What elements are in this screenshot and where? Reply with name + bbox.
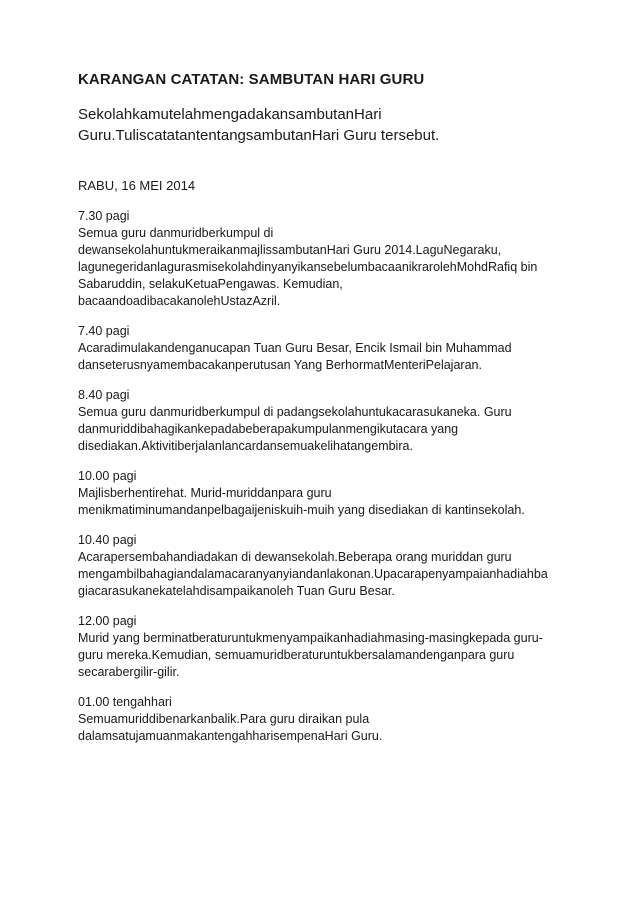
timeline-entry xyxy=(78,323,578,374)
entry-time: 10.00 pagi xyxy=(78,469,137,483)
entry-text-line: lagunegeridanlagurasmisekolahdinyanyikansebelumbacaanikrarolehMohdRafiq bin xyxy=(78,260,538,274)
entry-text-line: danseterusnyamembacakanperutusan Yang BerhormatMenteriPelajaran. xyxy=(78,358,482,372)
entry-text-line: Semua guru danmuridberkumpul di xyxy=(78,226,274,240)
entry-text-line: guru mereka.Kemudian, semuamuridberaturuntukbersalamandenganpara guru xyxy=(78,648,515,662)
timeline-entry xyxy=(78,468,578,519)
entry-text-line: Semuamuriddibenarkanbalik.Para guru diraikan pula xyxy=(78,712,370,726)
timeline-entry xyxy=(78,694,578,745)
entry-text-line: bacaandoadibacakanolehUstazAzril. xyxy=(78,294,281,308)
intro-line: SekolahkamutelahmengadakansambutanHari xyxy=(78,106,382,123)
entry-time: 7.40 pagi xyxy=(78,324,130,338)
entry-text-line: dewansekolahuntukmeraikanmajlissambutanHari Guru 2014.LaguNegaraku, xyxy=(78,243,502,257)
entry-text-line: mengambilbahagiandalamacaranyanyiandanlakonan.Upacarapenyampaianhadiahba xyxy=(78,567,548,581)
entry-text-line: Semua guru danmuridberkumpul di padangsekolahuntukacarasukaneka. Guru xyxy=(78,405,512,419)
entry-text-line: giacarasukanekatelahdisampaikanoleh Tuan Guru Besar. xyxy=(78,584,395,598)
entry-date: RABU, 16 MEI 2014 xyxy=(78,178,196,193)
entry-text-line: Acarapersembahandiadakan di dewansekolah.Beberapa orang muriddan guru xyxy=(78,550,512,564)
entry-text-line: danmuriddibahagikankepadabeberapakumpulanmengikutacara yang xyxy=(78,422,459,436)
entry-time: 01.00 tengahhari xyxy=(78,695,172,709)
entries-list xyxy=(78,208,578,745)
entry-text-line: dalamsatujamuanmakantengahharisempenaHari Guru. xyxy=(78,729,383,743)
entry-time: 12.00 pagi xyxy=(78,614,137,628)
entry-text-line: Sabaruddin, selakuKetuaPengawas. Kemudian, xyxy=(78,277,343,291)
entry-text-line: Majlisberhentirehat. Murid-muriddanpara guru xyxy=(78,486,332,500)
entry-time: 8.40 pagi xyxy=(78,388,130,402)
timeline-entry xyxy=(78,613,578,681)
intro-line: Guru.TuliscatatantentangsambutanHari Guru tersebut. xyxy=(78,127,440,144)
entry-text-line: menikmatiminumandanpelbagaijeniskuih-muih yang disediakan di kantinsekolah. xyxy=(78,503,525,517)
timeline-entry xyxy=(78,208,578,310)
entry-time: 7.30 pagi xyxy=(78,209,130,223)
entry-time: 10.40 pagi xyxy=(78,533,137,547)
entry-text-line: disediakan.Aktivitiberjalanlancardansemuakelihatangembira. xyxy=(78,439,413,453)
entry-text-line: Acaradimulakandenganucapan Tuan Guru Besar, Encik Ismail bin Muhammad xyxy=(78,341,512,355)
timeline-entry xyxy=(78,532,578,600)
entry-text-line: secarabergilir-gilir. xyxy=(78,665,180,679)
document-title: KARANGAN CATATAN: SAMBUTAN HARI GURU xyxy=(78,71,425,88)
intro-paragraph xyxy=(78,104,578,146)
entry-text-line: Murid yang berminatberaturuntukmenyampaikanhadiahmasing-masingkepada guru- xyxy=(78,631,543,645)
timeline-entry xyxy=(78,387,578,455)
